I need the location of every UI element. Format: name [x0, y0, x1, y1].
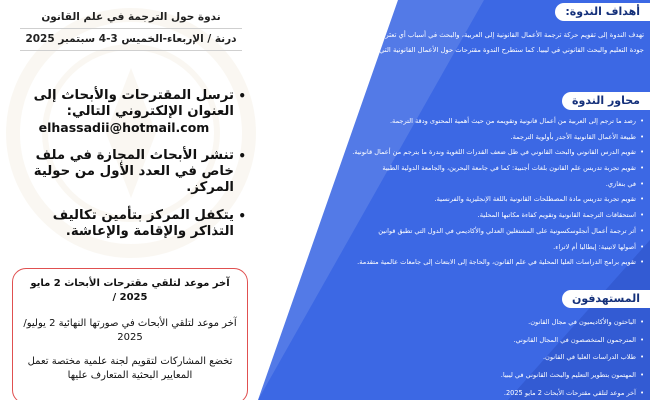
review-note: تخضع المشاركات لتقويم لجنة علمية مختصة تعمل المعايير البحثية المتعارف عليها	[27, 356, 233, 381]
axis-item: • تقويم تجربة تدريس علم القانون بلغات أجنبية: كما في جامعة البحرين، والجامعة الدولية الطبية	[264, 164, 644, 174]
goals-text: تهدف الندوة إلى تقويم حركة ترجمة الأعمال القانونية إلى العربية، والبحث في أسباب أي تعثر قد يواجه هذه الحركة، وتأثير ذلك على جودة التعليم والبحث القانوني في ليبيا. كما ستطرح الندوة مقترحات حول الأعمال القانونية التي تستحق الأولوية في الترجمة .	[278, 31, 644, 54]
targets-list	[264, 318, 644, 400]
submission-bullet	[14, 88, 246, 136]
contact-email[interactable]: elhassadii@hotmail.com	[38, 120, 210, 135]
axis-item: • أصولها لاتينية: إيطاليا أم لاتراء.	[264, 243, 644, 253]
axis-item: • أثر ترجمة أعمال أنجلوسكسونية على المشتغلين العدلي والأكاديمي في الدول التي تطبق قوانين	[264, 227, 644, 237]
axes-list	[264, 117, 644, 274]
targets-heading: المستهدفون	[562, 290, 650, 308]
axis-item: • تقويم برامج الدراسات العليا المحلية في علم القانون، والحاجة إلى الابتعاث إلى جامعات عالمية متقدمة.	[264, 258, 644, 268]
publication-text: تنشر الأبحاث المجازة في ملف خاص في العدد الأول من حولية المركز.	[33, 148, 234, 195]
date-divider	[20, 50, 242, 51]
axis-item: • في بنغازي.	[264, 180, 644, 190]
left-column	[0, 0, 258, 400]
goals-heading: أهداف الندوة:	[555, 3, 650, 21]
deadlines-box	[12, 268, 248, 400]
submission-text: ترسل المقترحات والأبحاث إلى العنوان الإلكتروني التالي:	[33, 88, 234, 119]
axis-item: • طبيعة الأعمال القانونية الأجدر بأولوية الترجمة.	[264, 133, 644, 143]
axis-item: • رصد ما ترجم إلى العربية من أعمال قانونية وتقويمه من حيث أهمية المحتوى ودقة الترجمة.	[264, 117, 644, 127]
right-column	[258, 0, 650, 400]
seminar-date: درنة / الإربعاء-الخميس 3-4 سبتمبر 2025	[25, 33, 237, 45]
seminar-title: ندوة حول الترجمة في علم القانون	[41, 11, 221, 23]
axis-item: • استحقاقات الترجمة القانونية وتقويم كفاءة مكاتبها المحلية.	[264, 211, 644, 221]
title-divider	[20, 28, 242, 29]
submission-info	[14, 88, 246, 252]
axes-heading: محاور الندوة	[562, 92, 650, 110]
axis-item: • تقويم الدرس القانوني والبحث القانوني في ظل ضعف القدرات اللغوية وندرة ما يترجم من أعمال قانونية.	[264, 148, 644, 158]
target-item: • الباحثون والأكاديميون في مجال القانون.	[264, 318, 644, 328]
funding-bullet	[14, 208, 246, 240]
proposal-deadline: آخر موعد لتلقي مقترحات الأبحاث 2 مايو 2025 /	[30, 278, 230, 303]
publication-bullet	[14, 148, 246, 196]
seminar-heading	[10, 10, 252, 51]
target-item: • آخر موعد لتلقي مقترحات الأبحاث 2 مايو 2025.	[264, 389, 644, 399]
target-item: • المترجمون المتخصصون في المجال القانوني.	[264, 336, 644, 346]
target-item: • طلاب الدراسات العليا في القانون.	[264, 353, 644, 363]
funding-text: يتكفل المركز بتأمين تكاليف التذاكر والإقامة والإعاشة.	[52, 208, 234, 239]
axis-item: • تقويم تجربة تدريس مادة المصطلحات القانونية باللغة الإنجليزية والفرنسية.	[264, 195, 644, 205]
final-paper-deadline: آخر موعد لتلقي الأبحاث في صورتها النهائية 2 يوليو/ 2025	[23, 318, 237, 343]
target-item: • المهتمون بتطوير التعليم والبحث القانوني في ليبيا.	[264, 371, 644, 381]
